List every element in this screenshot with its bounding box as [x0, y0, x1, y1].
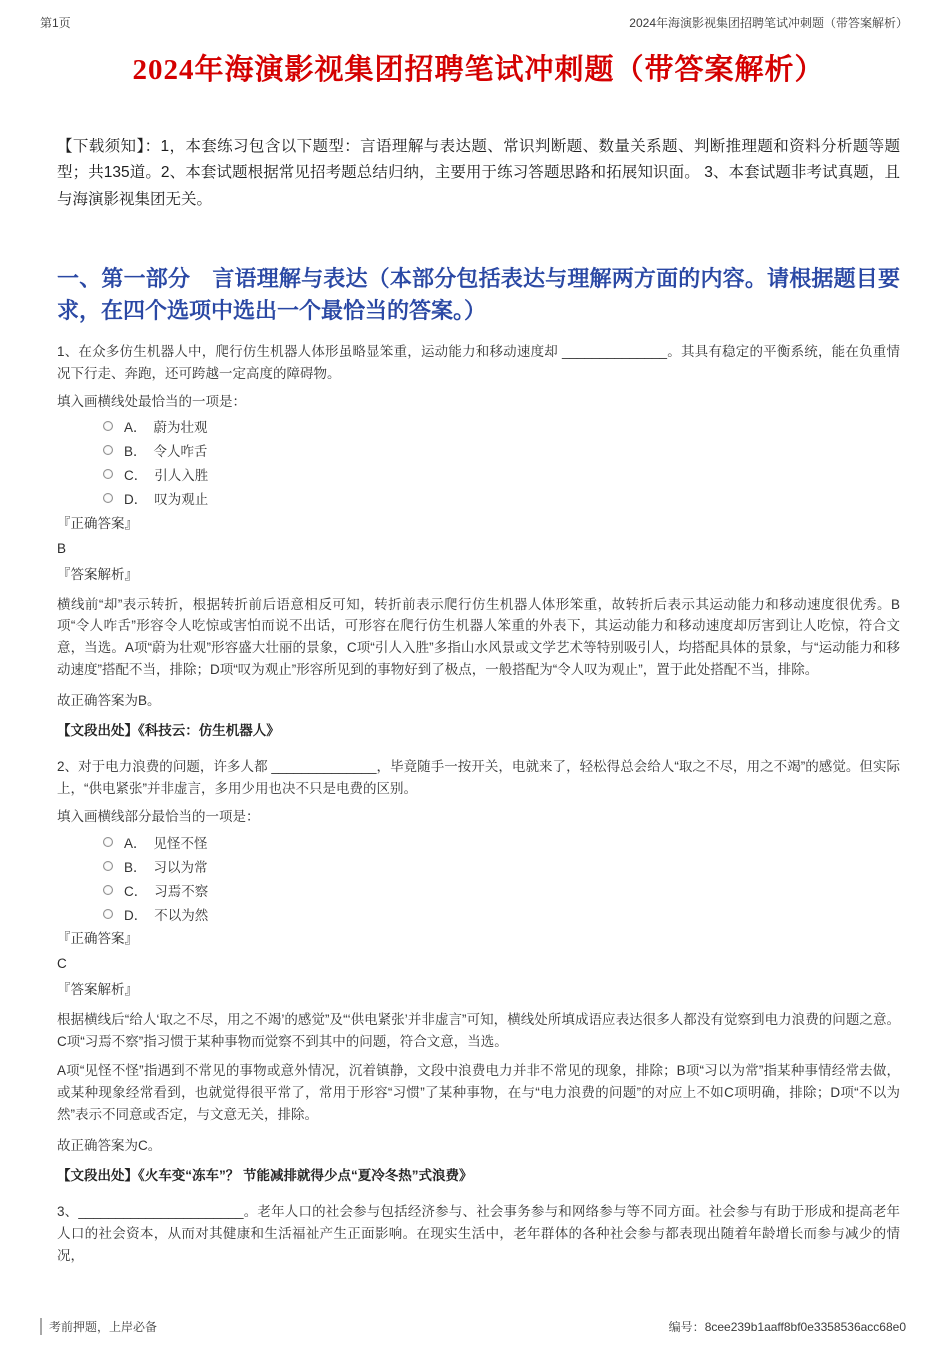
analysis-label: 『答案解析』: [57, 566, 138, 582]
correct-answer-label: 『正确答案』: [57, 931, 138, 947]
option-row[interactable]: [103, 880, 900, 899]
source-text: 【文段出处】《科技云：仿生机器人》: [57, 723, 280, 739]
option-radio[interactable]: [103, 469, 113, 479]
question-block-3: [57, 1201, 900, 1267]
option-row[interactable]: [103, 904, 900, 923]
question-stem: 1、在众多仿生机器人中，爬行仿生机器人体形虽略显笨重，运动能力和移动速度却 ______________。其具有稳定的平衡系统，能在负重情况下行走、奔跑，还可跨越一定高度的障碍物。: [57, 343, 900, 381]
page-number: 第1页: [40, 16, 71, 30]
conclusion-text: 故正确答案为C。: [57, 1138, 162, 1154]
footer-id-label: 编号：: [668, 1320, 705, 1334]
analysis-paragraph: 横线前“却”表示转折，根据转折前后语意相反可知，转折前表示爬行仿生机器人体形笨重，故转折后表示其运动能力和移动速度很优秀。B项“令人咋舌”形容令人吃惊或害怕而说不出话，可形容在爬行仿生机器人笨重的外表下，其运动能力和移动速度却厉害到让人吃惊，符合文意，当选。A项“蔚为壮观”形容盛大壮丽的景象，C项“引人入胜”多指山水风景或文学艺术等特别吸引人，均搭配具体的景象，与“运动能力和移动速度”搭配不当，排除；D项“叹为观止”形容所见到的事物好到了极点，一般搭配为“令人叹为观止”，置于此处搭配不当，排除。: [57, 596, 900, 677]
option-letter: C．: [124, 468, 148, 484]
correct-answer-value: B: [57, 540, 67, 556]
option-letter: C．: [124, 883, 148, 899]
option-radio[interactable]: [103, 493, 113, 503]
option-row[interactable]: [103, 465, 900, 484]
download-notice: 【下载须知】：1，本套练习包含以下题型：言语理解与表达题、常识判断题、数量关系题、判断推理题和资料分析题等题型；共135道。2、本套试题根据常见招考题总结归纳，主要用于练习答题思路和拓展知识面。 3、本套试题非考试真题，且与海演影视集团无关。: [57, 138, 900, 208]
option-letter: D．: [124, 492, 148, 508]
option-text: 叹为观止: [154, 492, 209, 508]
source-text: 【文段出处】《火车变“冻车”？ 节能减排就得少点“夏冷冬热”式浪费》: [57, 1168, 473, 1184]
question-stem: 2、对于电力浪费的问题，许多人都 ______________，毕竟随手一按开关，电就来了，轻松得总会给人“取之不尽，用之不竭”的感觉。但实际上，“供电紧张”并非虚言，多用少用也决不只是电费的区别。: [57, 759, 900, 797]
option-text: 蔚为壮观: [153, 420, 208, 436]
option-list: [103, 417, 900, 508]
option-letter: B．: [124, 444, 147, 460]
option-text: 习焉不察: [154, 883, 209, 899]
analysis-paragraph: A项“见怪不怪”指遇到不常见的事物或意外情况，沉着镇静，文段中浪费电力并非不常见的现象，排除；B项“习以为常”指某种事情经常去做，或某种现象经常看到，也就觉得很平常了，常用于形容“习惯”了某种事物，在与“电力浪费的问题”的对应上不如C项明确，排除；D项“不以为然”表示不同意或否定，与文意无关，排除。: [57, 1063, 900, 1122]
question-stem: 3、______________________。老年人口的社会参与包括经济参与、社会事务参与和网络参与等不同方面。社会参与有助于形成和提高老年人口的社会资本，从而对其健康和生活福祉产生正面影响。在现实生活中，老年群体的各种社会参与都表现出随着年龄增长而参与减少的情况，: [57, 1204, 900, 1264]
option-text: 不以为然: [154, 907, 209, 923]
page-footer: [40, 1318, 906, 1335]
question-block-2: [57, 756, 900, 1187]
footer-id: [669, 1318, 906, 1335]
option-row[interactable]: [103, 489, 900, 508]
option-letter: B．: [124, 859, 147, 875]
option-radio[interactable]: [103, 861, 113, 871]
option-row[interactable]: [103, 417, 900, 436]
option-radio[interactable]: [103, 445, 113, 455]
footer-id-value: 8cee239b1aaff8bf0e3358536acc68e0: [704, 1320, 906, 1334]
option-letter: D．: [124, 907, 148, 923]
question-prompt: 填入画横线部分最恰当的一项是：: [57, 809, 260, 825]
header-doc-title: 2024年海演影视集团招聘笔试冲刺题（带答案解析）: [629, 16, 908, 30]
option-letter: A．: [124, 420, 147, 436]
option-letter: A．: [124, 835, 147, 851]
option-row[interactable]: [103, 856, 900, 875]
option-text: 见怪不怪: [153, 835, 208, 851]
section-heading: 一、第一部分 言语理解与表达（本部分包括表达与理解两方面的内容。请根据题目要求，在四个选项中选出一个最恰当的答案。）: [57, 266, 900, 323]
option-text: 习以为常: [153, 859, 208, 875]
footer-slogan: 考前押题，上岸必备: [40, 1318, 157, 1335]
option-radio[interactable]: [103, 837, 113, 847]
option-radio[interactable]: [103, 909, 113, 919]
option-radio[interactable]: [103, 885, 113, 895]
analysis-paragraph: 根据横线后“给人‘取之不尽，用之不竭’的感觉”及“‘供电紧张’并非虚言”可知，横线处所填成语应表达很多人都没有觉察到电力浪费的问题之意。C项“习焉不察”指习惯于某种事物而觉察不到其中的问题，符合文意，当选。: [57, 1012, 900, 1049]
question-prompt: 填入画横线处最恰当的一项是：: [57, 393, 246, 409]
option-row[interactable]: [103, 832, 900, 851]
conclusion-text: 故正确答案为B。: [57, 693, 161, 709]
page-content: [0, 47, 950, 1267]
page-header: [0, 0, 950, 31]
option-radio[interactable]: [103, 421, 113, 431]
doc-title: 2024年海演影视集团招聘笔试冲刺题（带答案解析）: [132, 54, 825, 86]
correct-answer-value: C: [57, 956, 67, 972]
option-text: 令人咋舌: [153, 444, 208, 460]
question-block-1: [57, 341, 900, 742]
option-list: [103, 832, 900, 923]
correct-answer-label: 『正确答案』: [57, 515, 138, 531]
option-row[interactable]: [103, 441, 900, 460]
option-text: 引人入胜: [154, 468, 209, 484]
analysis-label: 『答案解析』: [57, 982, 138, 998]
